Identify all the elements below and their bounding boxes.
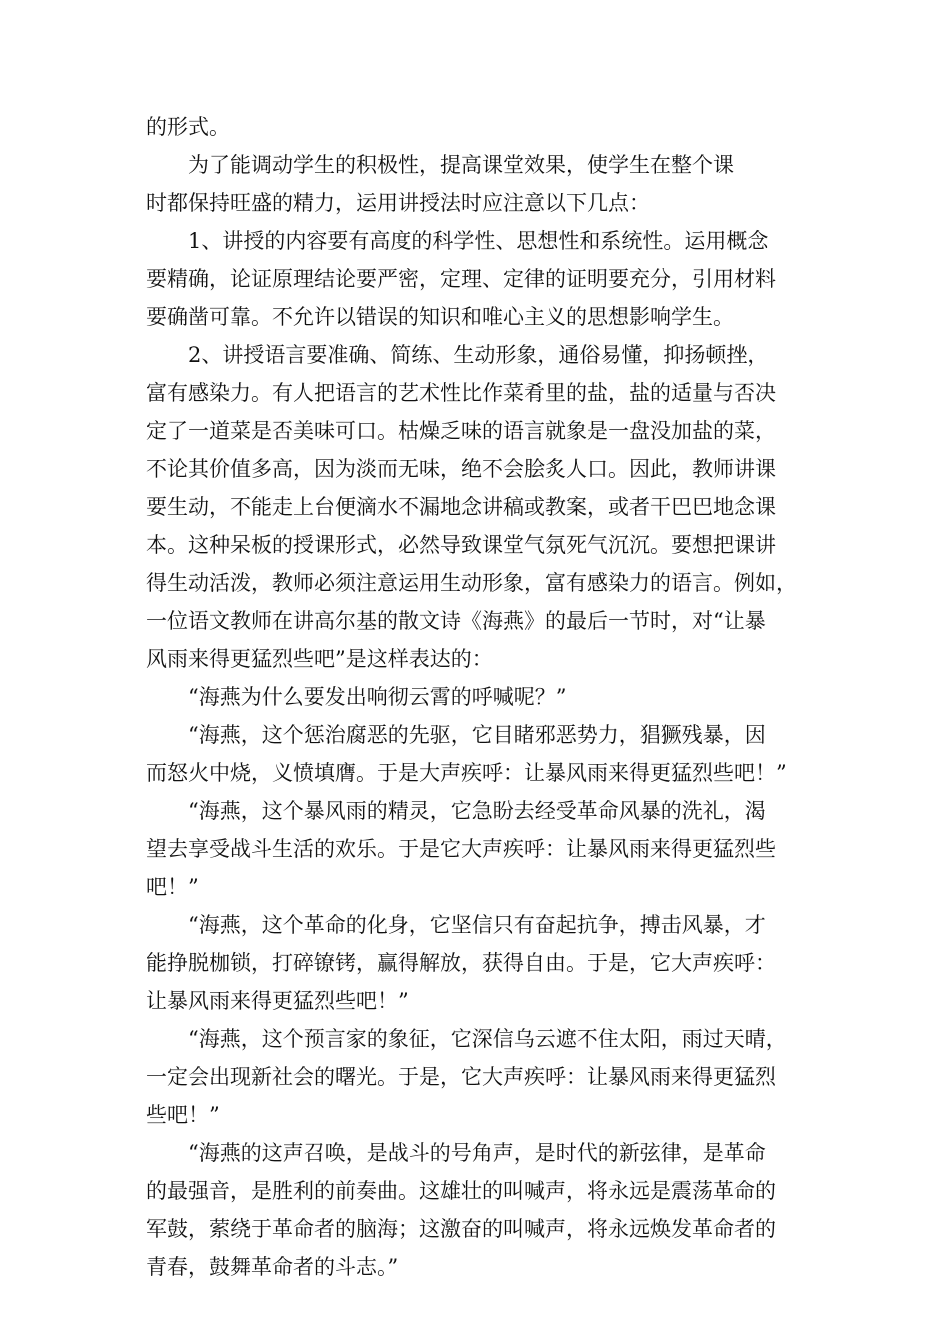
text-line: 得生动活泼，教师必须注意运用生动形象，富有感染力的语言。例如， <box>146 571 797 595</box>
text-line: “海燕为什么要发出响彻云霄的呼喊呢？” <box>188 685 567 709</box>
text-line: 富有感染力。有人把语言的艺术性比作菜肴里的盐，盐的适量与否决 <box>146 381 776 405</box>
text-line: “海燕，这个预言家的象征，它深信乌云遮不住太阳，雨过天晴， <box>188 1027 787 1051</box>
text-line: 能挣脱枷锁，打碎镣铐，赢得解放，获得自由。于是，它大声疾呼： <box>146 951 776 975</box>
text-line: 为了能调动学生的积极性，提高课堂效果，使学生在整个课 <box>188 153 734 177</box>
text-line: “海燕，这个革命的化身，它坚信只有奋起抗争，搏击风暴，才 <box>188 913 766 937</box>
text-line: 些吧！” <box>146 1103 220 1127</box>
text-line: 要生动，不能走上台便滴水不漏地念讲稿或教案，或者干巴巴地念课 <box>146 495 776 519</box>
text-line: 不论其价值多高，因为淡而无味，绝不会脍炙人口。因此，教师讲课 <box>146 457 776 481</box>
text-line: 吧！” <box>146 875 199 899</box>
text-line: 青春，鼓舞革命者的斗志。” <box>146 1255 399 1279</box>
text-line: 而怒火中烧，义愤填膺。于是大声疾呼：让暴风雨来得更猛烈些吧！” <box>146 761 787 785</box>
text-line: “海燕，这个暴风雨的精灵，它急盼去经受革命风暴的洗礼，渴 <box>188 799 766 823</box>
text-line: 的形式。 <box>146 115 230 139</box>
text-line: “海燕，这个惩治腐恶的先驱，它目睹邪恶势力，猖獗残暴，因 <box>188 723 766 747</box>
text-line: 的最强音，是胜利的前奏曲。这雄壮的叫喊声，将永远是震荡革命的 <box>146 1179 776 1203</box>
text-line: 一定会出现新社会的曙光。于是，它大声疾呼：让暴风雨来得更猛烈 <box>146 1065 776 1089</box>
text-line: 2、讲授语言要准确、简练、生动形象，通俗易懂，抑扬顿挫， <box>188 343 769 367</box>
text-line: “海燕的这声召唤，是战斗的号角声，是时代的新弦律，是革命 <box>188 1141 766 1165</box>
text-line: 本。这种呆板的授课形式，必然导致课堂气氛死气沉沉。要想把课讲 <box>146 533 776 557</box>
text-line: 一位语文教师在讲高尔基的散文诗《海燕》的最后一节时，对“让暴 <box>146 609 766 633</box>
text-line: 1、讲授的内容要有高度的科学性、思想性和系统性。运用概念 <box>188 229 769 253</box>
text-line: 定了一道菜是否美味可口。枯燥乏味的语言就象是一盘没加盐的菜， <box>146 419 776 443</box>
document-body <box>146 108 816 1286</box>
text-line: 让暴风雨来得更猛烈些吧！” <box>146 989 409 1013</box>
text-line: 望去享受战斗生活的欢乐。于是它大声疾呼：让暴风雨来得更猛烈些 <box>146 837 776 861</box>
text-line: 时都保持旺盛的精力，运用讲授法时应注意以下几点： <box>146 191 650 215</box>
text-line: 军鼓，萦绕于革命者的脑海；这激奋的叫喊声，将永远焕发革命者的 <box>146 1217 776 1241</box>
text-line: 风雨来得更猛烈些吧”是这样表达的： <box>146 647 493 671</box>
text-line: 要确凿可靠。不允许以错误的知识和唯心主义的思想影响学生。 <box>146 305 734 329</box>
text-line: 要精确，论证原理结论要严密，定理、定律的证明要充分，引用材料 <box>146 267 776 291</box>
